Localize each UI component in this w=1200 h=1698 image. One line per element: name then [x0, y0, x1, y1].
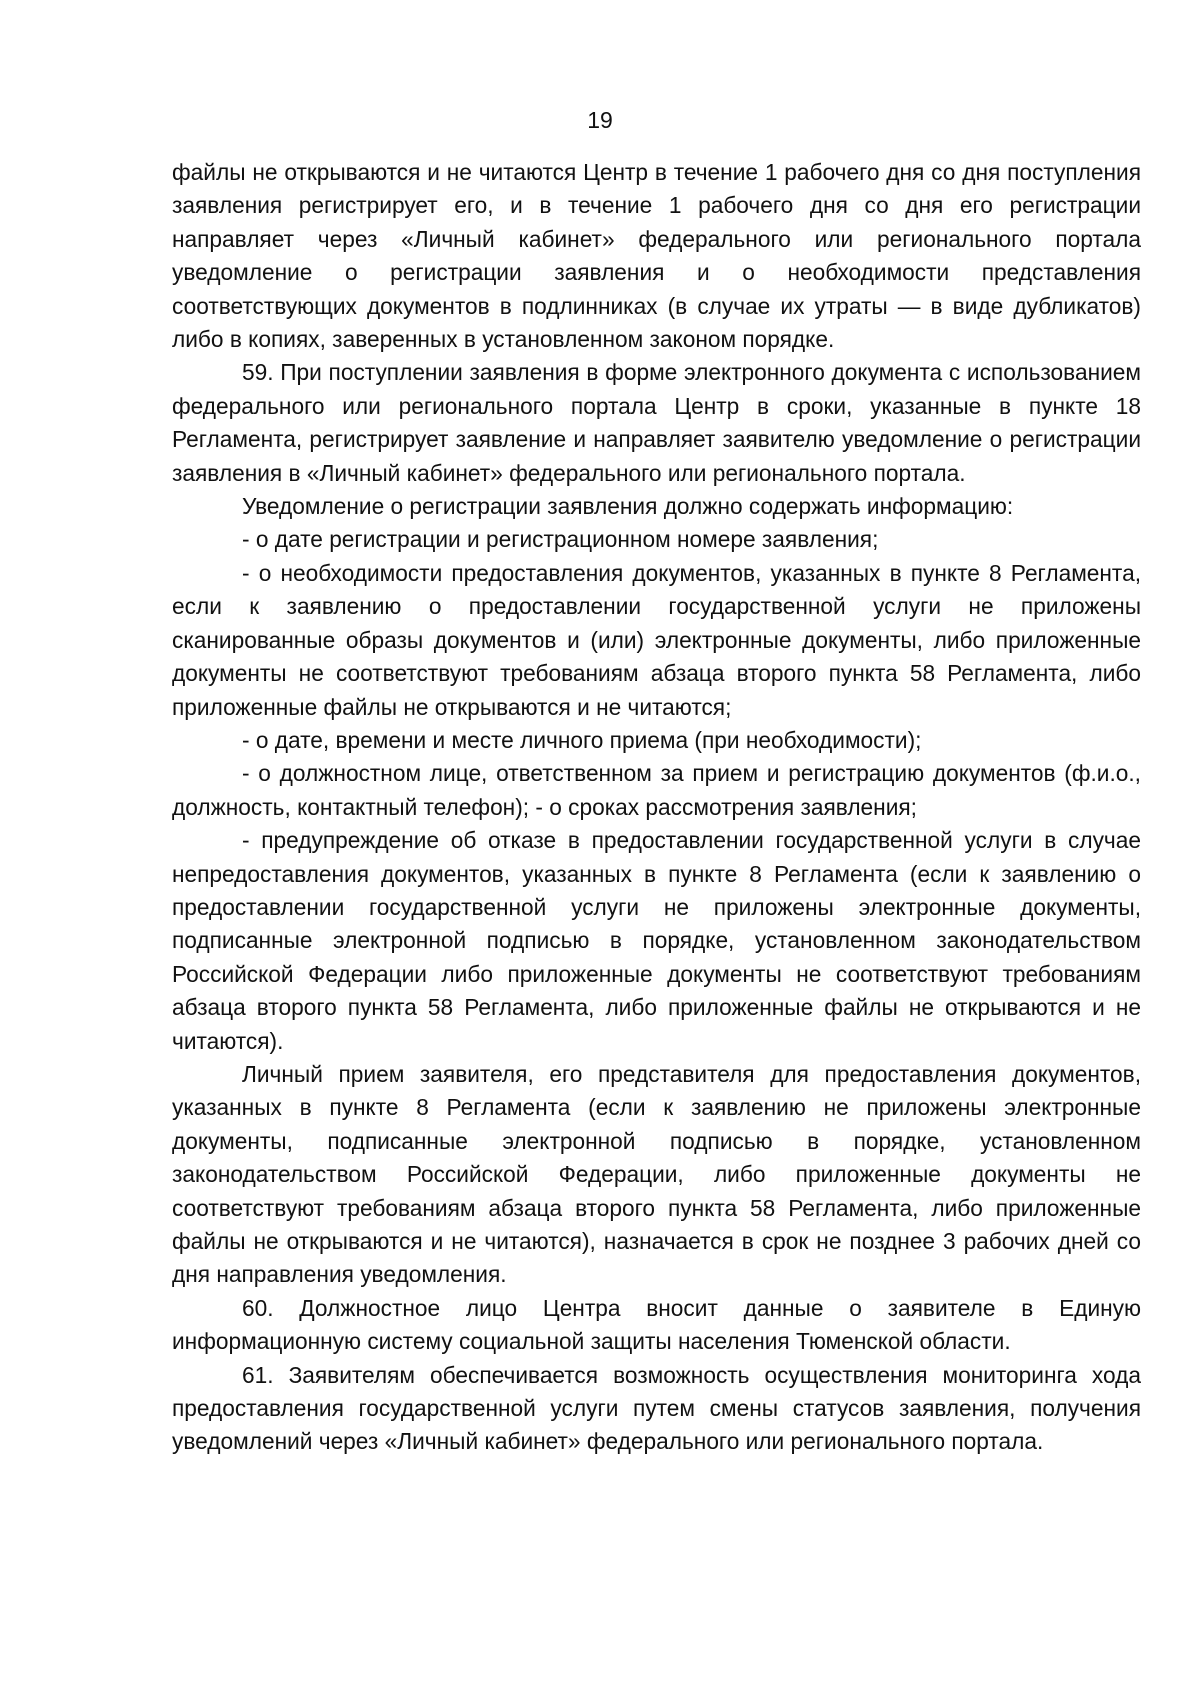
page-number: 19: [587, 107, 613, 133]
list-item-refusal-warning: - предупреждение об отказе в предоставлении государственной услуги в случае непредоставления документов, указанных в пункте 8 Регламента (если к заявлению о предоставлении государственной услуги не приложены электронные документы, подписанные электронной подписью в порядке, установленном законодательством Российской Федерации либо приложенные документы не соответствуют требованиям абзаца второго пункта 58 Регламента, либо приложенные файлы не открываются и не читаются).: [172, 827, 1141, 1054]
list-item-registration-date: - о дате регистрации и регистрационном номере заявления;: [242, 526, 879, 553]
paragraph-item-61: 61. Заявителям обеспечивается возможность осуществления мониторинга хода предоставления государственной услуги путем смены статусов заявления, получения уведомлений через «Личный кабинет» федерального или регионального портала.: [172, 1361, 1141, 1455]
paragraph-continuation: файлы не открываются и не читаются Центр в течение 1 рабочего дня со дня поступления заявления регистрирует его, и в течение 1 рабочего дня со дня его регистрации направляет через «Личный кабинет» федерального или регионального портала уведомление о регистрации заявления и о необходимости представления соответствующих документов в подлинниках (в случае их утраты — в виде дубликатов) либо в копиях, заверенных в установленном законом порядке.: [172, 159, 1141, 353]
list-item-responsible-official: - о должностном лице, ответственном за прием и регистрацию документов (ф.и.о., должность, контактный телефон); - о сроках рассмотрения заявления;: [172, 760, 1141, 820]
paragraph-notification-intro: Уведомление о регистрации заявления должно содержать информацию:: [242, 493, 1014, 520]
paragraph-item-60: 60. Должностное лицо Центра вносит данные о заявителе в Единую информационную систему социальной защиты населения Тюменской области.: [172, 1294, 1141, 1355]
list-item-personal-reception: - о дате, времени и месте личного приема (при необходимости);: [242, 726, 922, 753]
document-body: [172, 156, 1141, 1459]
paragraph-personal-reception: Личный прием заявителя, его представителя для предоставления документов, указанных в пункте 8 Регламента (если к заявлению не приложены электронные документы, подписанные электронной подписью в порядке, установленном законодательством Российской Федерации, либо приложенные документы не соответствуют требованиям абзаца второго пункта 58 Регламента, либо приложенные файлы не открываются и не читаются), назначается в срок не позднее 3 рабочих дней со дня направления уведомления.: [172, 1060, 1141, 1288]
paragraph-item-59: 59. При поступлении заявления в форме электронного документа с использованием федерального или регионального портала Центр в сроки, указанные в пункте 18 Регламента, регистрирует заявление и направляет заявителю уведомление о регистрации заявления в «Личный кабинет» федерального или регионального портала.: [172, 359, 1141, 486]
list-item-documents-required: - о необходимости предоставления документов, указанных в пункте 8 Регламента, если к заявлению о предоставлении государственной услуги не приложены сканированные образы документов и (или) электронные документы, либо приложенные документы не соответствуют требованиям абзаца второго пункта 58 Регламента, либо приложенные файлы не открываются и не читаются;: [172, 559, 1141, 720]
